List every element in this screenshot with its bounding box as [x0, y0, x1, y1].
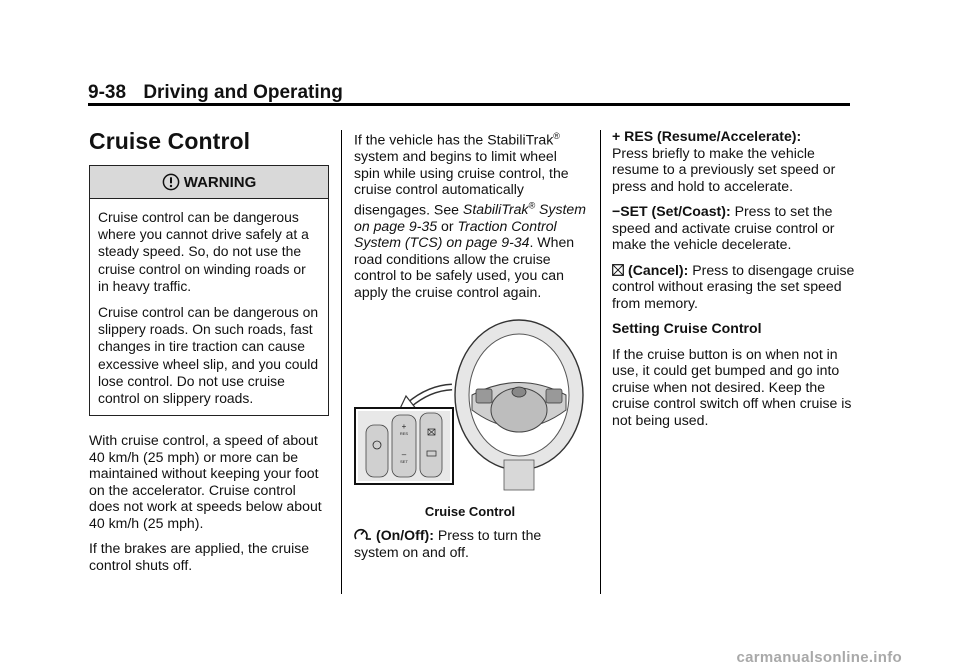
- inset-res-label: RES: [399, 431, 409, 437]
- header-rule: [88, 103, 850, 106]
- stabilitrak-paragraph: If the vehicle has the StabiliTrak® system and begins to limit wheel spin while using cruise control, the cruise control automatically disengages. See StabiliTrak® System on page 9-35 or Traction Control System (TCS) on page 9-34. When road conditions allow the cruise control to be safely used, you can apply the cruise control again.: [354, 131, 586, 300]
- body-paragraph: If the brakes are applied, the cruise control shuts off.: [89, 540, 310, 573]
- warning-paragraph: Cruise control can be dangerous where you cannot drive safely at a steady speed. So, do not use the cruise control on winding roads or in heavy traffic.: [98, 209, 309, 294]
- stabilitrak-link[interactable]: StabiliTrak® System on page 9-35: [354, 200, 586, 234]
- cancel-paragraph: (Cancel): Press to disengage cruise control without erasing the set speed from memory.: [612, 261, 855, 311]
- page-title: Cruise Control: [89, 128, 251, 154]
- cancel-icon: [612, 264, 624, 276]
- warning-paragraph: Cruise control can be dangerous on slippery roads. On such roads, fast changes in tire traction can cause excessive wheel slip, and you could lose control. Do not use cruise control on slippery roads.: [98, 304, 319, 407]
- warning-icon: [162, 173, 180, 191]
- column-divider-1: [341, 130, 342, 594]
- body-paragraph: With cruise control, a speed of about 40 km/h (25 mph) or more can be maintained without keeping your foot on the accelerator. Cruise control does not work at speeds below about 40 km/h (25 mph).: [89, 432, 322, 531]
- onoff-paragraph: (On/Off): Press to turn the system on and off.: [354, 527, 542, 560]
- column-divider-2: [600, 130, 601, 594]
- inset-set-label: SET: [400, 459, 408, 465]
- cruise-onoff-icon: [354, 528, 372, 541]
- section-heading: Setting Cruise Control: [612, 320, 762, 336]
- warning-body: [90, 199, 328, 415]
- steering-wheel-figure: [354, 310, 586, 500]
- column-3: [612, 128, 858, 428]
- column-1: [89, 128, 329, 573]
- figure-caption: Cruise Control: [424, 504, 516, 520]
- svg-text:–: –: [401, 450, 407, 460]
- set-paragraph: −SET (Set/Coast): Press to set the speed and activate cruise control or make the vehicle decelerate.: [612, 203, 835, 252]
- page-number: 9-38: [88, 82, 127, 103]
- section-title: Driving and Operating: [143, 82, 343, 103]
- res-description: Press briefly to make the vehicle resume to a previously set speed or press and hold to accelerate.: [612, 144, 836, 194]
- column-2: [354, 128, 586, 560]
- watermark: carmanualsonline.info: [736, 649, 902, 666]
- warning-header: [90, 166, 328, 199]
- page-header: [88, 82, 343, 104]
- cruise-switch-inset: [354, 407, 454, 485]
- res-label: + RES (Resume/Accelerate):: [612, 128, 802, 144]
- cruise-switch-illustration: [356, 409, 452, 483]
- svg-text:+: +: [401, 422, 407, 432]
- tcs-link[interactable]: Traction Control System (TCS) on page 9-34: [354, 217, 557, 251]
- warning-label: WARNING: [183, 173, 257, 191]
- warning-box: [89, 165, 329, 416]
- body-paragraph: If the cruise button is on when not in use, it could get bumped and go into cruise when not desired. Keep the cruise control switch off when cruise is not being used.: [612, 345, 852, 428]
